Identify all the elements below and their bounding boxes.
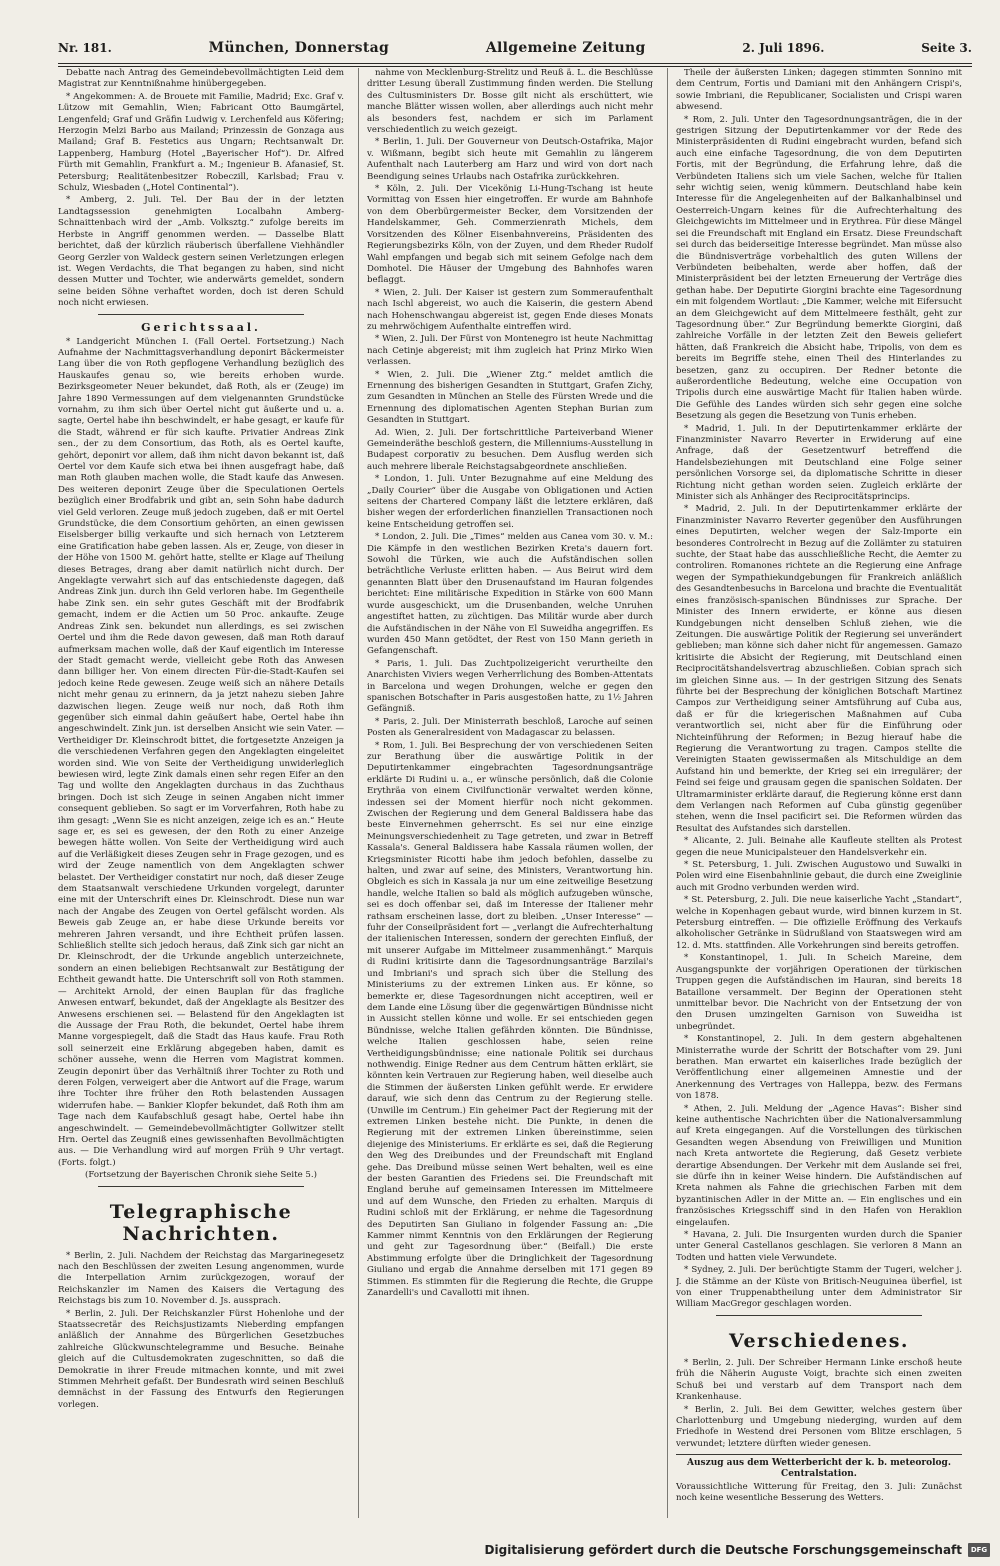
section-heading-verschiedenes: Verschiedenes. [728, 1329, 910, 1352]
telegram-paragraph: * St. Petersburg, 1. Juli. Zwischen Augustowo und Suwalki in Polen wird eine Eisenbahnlinie gebaut, die durch eine Zweiglinie auch mit Grodno verbunden werden wird. [676, 860, 962, 893]
telegram-paragraph: * London, 2. Juli. Die „Times“ melden aus Canea vom 30. v. M.: Die Kämpfe in den westlichen Bezirken Kreta's dauern fort. Sowohl die Türken, wie auch die Aufständischen sollen beträchtliche Verluste erlitten haben. — Aus Beirut wird dem genannten Blatt über den Drusenaufstand im Hauran folgendes berichtet: Eine militärische Expedition in Stärke von 600 Mann wurde ausgeschickt, um die Drusenbanden, welche Unruhen angestiftet hatten, zu züchtigen. Das Militär wurde aber durch die Aufständischen in der Nähe von El Suweidha angegriffen. Es wurden 450 Mann getödtet, der Rest von 150 Mann gerieth in Gefangenschaft. [367, 532, 653, 657]
issue-number: Nr. 181. [58, 41, 112, 55]
footer-credit: Digitalisierung gefördert durch die Deutsche Forschungsgemeinschaft [484, 1543, 962, 1557]
telegram-paragraph: * Wien, 2. Juli. Der Fürst von Montenegro ist heute Nachmittag nach Cetinje abgereist; mit ihm zugleich hat Prinz Mirko Wien verlassen. [367, 334, 653, 368]
continuation-note: (Fortsetzung der Bayerischen Chronik siehe Seite 5.) [85, 1170, 317, 1181]
digitization-footer [0, 1542, 990, 1558]
dfg-logo-icon: DFG [968, 1543, 990, 1557]
weather-report-text: Voraussichtliche Witterung für Freitag, den 3. Juli: Zunächst noch keine wesentliche Besserung des Wetters. [676, 1482, 962, 1504]
section-heading-telegraphische-nachrichten: Telegraphische Nachrichten. [109, 1200, 293, 1245]
telegram-paragraph: * Paris, 2. Juli. Der Ministerrath beschloß, Laroche auf seinen Posten als Generalresident von Madagascar zu belassen. [367, 716, 653, 739]
telegram-paragraph: * Rom, 1. Juli. Bei Besprechung der von verschiedenen Seiten zur Berathung über die auswärtige Politik in der Deputirtenkammer eingebrachten Tagesordnungsanträge erklärte Di Rudini u. a., er wünsche persönlich, daß die Colonie Erythräa von einem Civilfunctionär verwaltet werden könne, indessen sei der Moment hierfür noch nicht gekommen. Zwischen der Regierung und dem General Baldissera habe das beste Einvernehmen geherrscht. Es sei nur eine einzige Meinungsverschiedenheit zu Tage getreten, und zwar in Betreff Kassala's. General Baldissera habe Kassala räumen wollen, der Kriegsminister Ricotti habe ihm jedoch befohlen, dasselbe zu halten, und zwar auf seine, des Ministers, Verantwortung hin. Obgleich es sich in Kassala ja nur um eine zeitweilige Besetzung handle, welche Italien so bald als möglich aufzugeben wünsche, sei es doch offenbar sei, daß im Interesse der Italiener mehr rathsam erscheinen lasse, dort zu bleiben. „Unser Interesse“ — fuhr der Conseilpräsident fort — „verlangt die Aufrechterhaltung der italienischen Interessen, sondern der gerechten Einfluß, der mit unserer Aufgabe im Mittelmeer zusammenhängt.“ Marquis di Rudini kritisirte dann die Tagesordnungsanträge Barzilai's und Imbriani's und sprach sich über die Stellung des Ministeriums zu der extremen Linken aus. Er könne, so bemerkte er, diese Tagesordnungen nicht acceptiren, weil er dem Lande eine Lösung über die gegenwärtigen Bündnisse nicht in Aussicht stellen könne und wolle. Er sei entschieden gegen Bündnisse, welche Italien gefährden könnten. Die Bündnisse, welche Italien geschlossen habe, seien reine Vertheidigungsbündnisse; eine nationale Politik sei durchaus nothwendig. Einige Redner aus dem Centrum hätten erklärt, sie könnten kein Vertrauen zur Regierung haben, weil dieselbe auch die Stimmen der äußersten Linken gefühlt werde. Er erwidere darauf, wie sich denn das Centrum zu der Regierung stelle. (Unwille im Centrum.) Ein geheimer Pact der Regierung mit der extremen Linken bestehe nicht. Die Punkte, in denen die Regierung mit der extremen Linken übereinstimme, seien diejenige des Ministeriums. Er erklärte es sei, daß die Regierung den Weg des Dreibundes und der Freundschaft mit England gehe. Das Dreibund müsse seinen Wert behalten, weil es eine der besten Garantien des Friedens sei. Die Freundschaft mit England beruhe auf gemeinsamen Interessen im Mittelmeere und auf dem Wunsche, den Frieden zu erhalten. Marquis di Rudini schloß mit der Erklärung, er nehme die Tagesordnung des Deputirten San Giuliano in folgender Fassung an: „Die Kammer nimmt Kenntnis von den Erklärungen der Regierung und geht zur Tagesordnung über.“ (Beifall.) Die erste Abstimmung erfolgte über die Dringlichkeit der Tagesordnung Giuliano und ergab die Annahme derselben mit 171 gegen 89 Stimmen. Es stimmten für die Regierung die Rechte, die Gruppe Zanardelli's und Cavallotti mit ihnen. [367, 740, 653, 1299]
article-paragraph: * Amberg, 2. Juli. Tel. Der Bau der in der letzten Landtagssession genehmigten Localbahn Amberg-Schnaittenbach wird der „Amb. Volksztg.“ zufolge bereits im Herbste in Angriff genommen werden. — Dasselbe Blatt berichtet, daß der kürzlich räuberisch überfallene Viehhändler Georg Gerzler von Waldeck gestern seinen Verletzungen erlegen ist. Wegen Verdachts, die That begangen zu haben, sind nicht dessen Mutter und Tochter, wie anderwärts gemeldet, sondern seine beiden Söhne verhaftet worden, doch ist deren Schuld noch nicht erwiesen. [58, 195, 344, 309]
masthead-rule [58, 63, 972, 64]
issue-date: 2. Juli 1896. [742, 41, 825, 55]
telegram-paragraph: * London, 1. Juli. Unter Bezugnahme auf eine Meldung des „Daily Courier“ über die Ausgabe von Obligationen und Actien seitens der Chartered Company läßt die letztere erklären, daß bisher wegen der erforderlichen finanziellen Transactionen noch keine Entscheidung getroffen sei. [367, 474, 653, 530]
telegram-paragraph: * Alicante, 2. Juli. Beinahe alle Kaufleute stellten als Protest gegen die neue Municipalsteuer den Handelsverkehr ein. [676, 836, 962, 858]
telegram-paragraph: * St. Petersburg, 2. Juli. Die neue kaiserliche Yacht „Standart“, welche in Kopenhagen gebaut wurde, wird binnen kurzem in St. Petersburg eintreffen. — Die offizielle Eröffnung des Verkaufs alkoholischer Getränke in Südrußland von Staatswegen wird am 12. d. Mts. stattfinden. Alle Vorkehrungen sind bereits getroffen. [676, 895, 962, 951]
section-heading-gerichtssaal: Gerichtssaal. [141, 320, 261, 334]
telegram-paragraph: * Köln, 2. Juli. Der Vicekönig Li-Hung-Tschang ist heute Vormittag von Essen hier eingetroffen. Er wurde am Bahnhofe von dem Oberbürgermeister Becker, dem Vorsitzenden der Handelskammer, Geh. Commerzienrath Michels, dem Vorsitzenden des Kölner Eisenbahnvereins, Präsidenten des Regierungsbezirks Köln, von der Zuyen, und dem Rheder Rudolf Wahl empfangen und begab sich mit seinem Gefolge nach dem Domhotel. Die Häuser der Umgebung des Bahnhofes waren beflaggt. [367, 184, 653, 286]
misc-paragraph: * Berlin, 2. Juli. Der Schreiber Hermann Linke erschoß heute früh die Näherin Auguste Voigt, brachte sich einen zweiten Schuß bei und verstarb auf dem Transport nach dem Krankenhause. [676, 1357, 962, 1403]
telegram-paragraph: * Konstantinopel, 2. Juli. In dem gestern abgehaltenen Ministerrathe wurde der Schritt der Botschafter vom 29. Juni berathen. Man erwartet ein kaiserliches Irade bezüglich der Veröffentlichung einer allgemeinen Amnestie und der Anerkennung des Vertrages von Halleppa, bezw. des Fermans von 1878. [676, 1034, 962, 1102]
telegram-paragraph: * Berlin, 2. Juli. Der Reichskanzler Fürst Hohenlohe und der Staatssecretär des Reichsjustizamts Nieberding empfangen anläßlich der Annahme des Bürgerlichen Gesetzbuches zahlreiche Glückwunschtelegramme und Besuche. Beinahe gleich auf die Cultusdemokraten zugeschnitten, so daß die Demokratie in ihrer Freude mitmachen konnte, und mit zwei Stimmen Mehrheit gefaßt. Der Bundesrath wird seinen Beschluß demnächst in der Fassung des Entwurfs den Regierungen vorlegen. [58, 1308, 344, 1410]
column-1 [58, 68, 344, 1518]
telegram-paragraph: * Paris, 1. Juli. Das Zuchtpolizeigericht verurtheilte den Anarchisten Viviers wegen Verherrlichung des Bomben-Attentats in Barcelona und wegen Drohungen, welche er gegen den spanischen Botschafter in Paris ausgestoßen hatte, zu 1½ Jahren Gefängniß. [367, 658, 653, 715]
misc-paragraph: * Berlin, 2. Juli. Bei dem Gewitter, welches gestern über Charlottenburg und Umgebung niederging, wurden auf dem Friedhofe in Westend drei Personen vom Blitze erschlagen, 5 verwundet; letztere dürften wieder genesen. [676, 1404, 962, 1449]
divider [98, 314, 304, 315]
arrivals-paragraph: * Angekommen: A. de Brouete mit Familie, Madrid; Exc. Graf v. Lützow mit Gemahlin, Wien; Fabricant Otto Baumgärtel, Lengenfeld; Graf und Gräfin Ludwig v. Lerchenfeld aus Köfering; Herzogin Melzi Barbo aus Mailand; Prinzessin de Gonzaga aus Mailand; Graf B. Festetics aus Ungarn; Rechtsanwalt Dr. Lappenberg, Hamburg (Hotel „Bayerischer Hof“). Dr. Alfred Fürth mit Gemahlin, Frankfurt a. M.; Ingenieur B. Afanasief, St. Petersburg; Realitätenbesitzer Robeczill, Karlsbad; Frau v. Schulz, Wiesbaden („Hotel Continental“). [58, 91, 344, 194]
masthead-rule-second [58, 66, 972, 67]
divider [98, 1186, 304, 1187]
telegram-paragraph: * Madrid, 1. Juli. In der Deputirtenkammer erklärte der Finanzminister Navarro Reverter in Erwiderung auf eine Anfrage, daß der Gesetzentwurf betreffend die Handelsbeziehungen mit Deutschland eine Folge seiner persönlichen Vorsorge sei, da diplomatische Schritte in dieser Richtung nicht gethan worden seien. Zugleich erklärte der Minister sich als Anhänger des Reciprocitätsprincips. [676, 423, 962, 503]
weather-report-title: Auszug aus dem Wetterbericht der k. b. meteorolog. Centralstation. [687, 1458, 951, 1480]
masthead [58, 40, 972, 62]
newspaper-title: Allgemeine Zeitung [485, 40, 646, 56]
telegram-paragraph: * Berlin, 1. Juli. Der Gouverneur von Deutsch-Ostafrika, Major v. Wißmann, begibt sich heute mit Gemahlin zu längerem Aufenthalt nach Lauterberg am Harz und wird von dort nach Beendigung seines Urlaubs nach Ostafrika zurückkehren. [367, 137, 653, 182]
column-2 [367, 68, 653, 1518]
place-date: München, Donnerstag [208, 40, 390, 56]
article-paragraph: Debatte nach Antrag des Gemeindebevollmächtigten Leid dem Magistrat zur Kenntnißnahme hinübergegeben. [58, 68, 344, 90]
telegram-paragraph: * Athen, 2. Juli. Meldung der „Agence Havas“: Bisher sind keine authentische Nachrichten über die Nationalversammlung auf Kreta eingegangen. Auf die Vorstellungen des türkischen Gesandten wegen Absendung von Freiwilligen und Munition nach Kreta antwortete die Regierung, daß Gesetz verbiete derartige Absendungen. Der Verkehr mit dem Auslande sei frei, sie dürfe ihn in keiner Weise hindern. Die Aufständischen auf Kreta nahmen als Fahne die griechischen Farben mit dem byzantinischen Adler in der Mitte an. — Ein englisches und ein französisches Kriegsschiff sind in den Hafen von Heraklion eingelaufen. [676, 1103, 962, 1228]
telegram-paragraph: Ad. Wien, 2. Juli. Der fortschrittliche Parteiverband Wiener Gemeinderäthe beschloß gestern, die Millenniums-Ausstellung in Budapest corporativ zu besuchen. Dem Ausflug werden sich auch mehrere liberale Reichstagsabgeordnete anschließen. [367, 427, 653, 472]
column-divider [358, 68, 359, 1518]
column-divider [667, 68, 668, 1518]
telegram-paragraph: * Wien, 2. Juli. Die „Wiener Ztg.“ meldet amtlich die Ernennung des bisherigen Gesandten in Stuttgart, Grafen Zichy, zum Gesandten in München an Stelle des Fürsten Wrede und die Ernennung des diplomatischen Agenten Stephan Burian zum Gesandten in Stuttgart. [367, 369, 653, 426]
telegram-paragraph: * Berlin, 2. Juli. Nachdem der Reichstag das Margarinegesetz nach den Beschlüssen der zweiten Lesung angenommen, wurde die Interpellation Arnim zurückgezogen, worauf der Reichskanzler im Namen des Kaisers die Vertagung des Reichstags bis zum 10. November d. Js. aussprach. [58, 1250, 344, 1307]
telegram-paragraph: * Wien, 2. Juli. Der Kaiser ist gestern zum Sommeraufenthalt nach Ischl abgereist, wo auch die Kaiserin, die gestern Abend nach Hohenschwangau abgereist ist, gegen Ende dieses Monats zu mehrwöchigem Aufenthalte eintreffen wird. [367, 287, 653, 332]
weather-report [676, 1454, 962, 1504]
telegram-paragraph: Theile der äußersten Linken; dagegen stimmten Sonnino mit dem Centrum, Fortis und Damiani mit den Anhängern Crispi's, sowie Imbriani, die Republicaner, Socialisten und Crispi waren abwesend. [676, 68, 962, 113]
column-3 [676, 68, 962, 1518]
divider [716, 1315, 922, 1316]
court-report-paragraph: * Landgericht München I. (Fall Oertel. Fortsetzung.) Nach Aufnahme der Nachmittagsverhandlung deponirt Bäckermeister Lang über die von Roth gepflogene Verhandlung bezüglich des Hauskaufes genau so, wie bereits erhoben wurde. Bezirksgeometer Neuer bekundet, daß Roth, als er (Zeuge) im Jahre 1890 Vermessungen auf dem vielgenannten Grundstücke vornahm, zu ihm sich über Oertel nicht gut äußerte und u. a. sagte, Oertel habe ihn beschwindelt, er habe gesagt, er kaufe für die Stadt, während er für sich kaufte. Privatier Andreas Zink sen., der zu dem Consortium, das Roth, als es Oertel kaufte, gehört, deponirt vor allem, daß ihm nicht davon bekannt ist, daß Oertel vor dem Kaufe sich etwa bei ihnen ausgefragt habe, daß man Roth glauben machen wolle, die Stadt kaufe das Anwesen. Des weiteren deponirt Zeuge über die Speculationen Oertels bezüglich einer Brodfabrik und gibt an, sein Sohn habe dadurch viel Geld verloren. Zeuge muß jedoch zugeben, daß er mit Oertel Grundstücke, die dem Consortium gehörten, an einen gewissen Eiselsberger billig verkaufte und sich hernach von Letzterem eine Gratification habe geben lassen. Als er, Zeuge, von dieser in der Höhe von 1500 M. gehört hatte, stellte er Klage auf Theilung dieses Betrages, drang aber damit natürlich nicht durch. Der Angeklagte verwahrt sich auf das entschiedenste dagegen, daß Andreas Zink jun. durch ihn Geld verloren habe. Im Gegentheile habe Zink sen. ein sehr gutes Geschäft mit der Brodfabrik gemacht, indem er die Actien um 50 Proc. ankaufte. Zeuge Andreas Zink sen. bekundet nun allerdings, es sei zwischen Oertel und ihm die Rede davon gewesen, daß man Roth darauf aufmerksam machen wolle, daß der Kauf eigentlich im Interesse der Stadt gemacht werde, vielleicht gebe Roth das Anwesen dann billiger her. Von einem directen Für-die-Stadt-Kaufen sei jedoch keine Rede gewesen. Zeuge weiß sich an nähere Details nicht mehr genau zu erinnern, da ja jetzt nahezu sieben Jahre dazwischen liegen. Zeuge weiß nur noch, daß Roth ihm gegenüber sich einmal dahin geäußert habe, Oertel habe ihn angeschwindelt. Zink jun. ist derselben Ansicht wie sein Vater. — Vertheidiger Dr. Kleinschrodt bittet, die fortgesetzte Anzeigen ja die verschiedenen Verfahren gegen den Angeklagten eingeleitet worden sind. Wie von Seite der Vertheidigung unwiderleglich bewiesen wird, legte Zink damals einen sehr regen Eifer an den Tag und wollte den Angeklagten durchaus in das Zuchthaus bringen. Doch ist sich Zeuge in seinen Angaben nicht immer consequent geblieben. So sagt er im Vorverfahren, Roth habe zu ihm gesagt: „Wenn Sie es nicht anzeigen, zeige ich es an.“ Heute sage er, es sei es gewesen, der den Roth zu einer Anzeige bewegen hätte wollen. Von Seite der Vertheidigung wird auch auf die Verläßigkeit dieses Zeugen sehr in Frage gezogen, und es wird der Zeuge namentlich von dem Angeklagten schwer belastet. Der Vertheidiger constatirt nur noch, daß dieser Zeuge dem Staatsanwalt verschiedene Urkunden vorgelegt, darunter eine mit der Unterschrift eines Dr. Kleinschrodt. Diese nun war nach der Angabe des Zeugen von Oertel gefälscht worden. Als Beweis gab Zeuge an, er habe diese Urkunde bereits vor mehreren Jahren versandt, und ihre Echtheit prüfen lassen. Schließlich stellte sich jedoch heraus, daß Zink sich gar nicht an Dr. Kleinschrodt, der die Urkunde angeblich unterzeichnete, sondern an einen beliebigen Rechtsanwalt zur Bestätigung der Echtheit gewandt hatte. Die Unterschrift soll von Roth stammen. — Architekt Arnold, der einen Bauplan für das fragliche Anwesen entwarf, bekundet, daß der Angeklagte als Besitzer des Anwesens erschienen sei. — Belastend für den Angeklagten ist die Aussage der Frau Roth, die bekundet, Oertel habe ihrem Manne vorgespiegelt, daß die Stadt das Haus kaufe. Frau Roth soll seinerzeit eine Erklärung abgegeben haben, damit es schöner aussehe, wenn die Herren vom Magistrat kommen. Zeugin deponirt über das Verhältniß ihrer Tochter zu Roth und deren Folgen, verweigert aber die Antwort auf die Frage, warum ihre Tochter ihre früher den Roth belastenden Aussagen widerrufen habe. — Bankier Klopfer bekundet, daß Roth ihm am Tage nach dem Kaufabschluß gesagt habe, Oertel habe ihn angeschwindelt. — Gemeindebevollmächtigter Gollwitzer stellt Hrn. Oertel das Zeugniß eines gewissenhaften Bevollmächtigten aus. — Die Verhandlung wird auf morgen Früh 9 Uhr vertagt. (Forts. folgt.) [58, 336, 344, 1168]
telegram-paragraph: * Konstantinopel, 1. Juli. In Scheich Mareine, dem Ausgangspunkte der vorjährigen Operationen der türkischen Truppen gegen die Aufständischen im Hauran, sind bereits 18 Bataillone versammelt. Der Beginn der Operationen steht unmittelbar bevor. Die Nachricht von der Entsetzung der von den Drusen umzingelten Garnison von Suweidha ist unbegründet. [676, 953, 962, 1032]
telegram-paragraph: * Madrid, 2. Juli. In der Deputirtenkammer erklärte der Finanzminister Navarro Reverter gegenüber den Ausführungen eines Deputirten, welcher wegen der Salz-Importe ein besonderes Controlrecht in Bezug auf die Zollämter zu statuiren suchte, der Staat habe das ausschließliche Recht, die Aemter zu controliren. Romanones richtete an die Regierung eine Anfrage wegen der Sympathiekundgebungen für Frankreich anläßlich des Gesandtenbesuchs in Barcelona und brachte die Eventualität eines französisch-spanischen Bündnisses zur Sprache. Der Minister des Innern erwiderte, er könne aus diesen Kundgebungen nicht denselben Schluß ziehen, wie die Zeitungen. Die auswärtige Politik der Regierung sei unverändert geblieben; man könne sich daher nicht für angemessen. Gamazo kritisirte die Absicht der Regierung, mit Deutschland einen Reciprocitätshandelsvertrag abzuschließen. Cobian sprach sich im gleichen Sinne aus. — In der gestrigen Sitzung des Senats führte bei der Besprechung der königlichen Botschaft Martinez Campos zur Vertheidigung seiner Amtsführung auf Cuba aus, daß er für die kriegerischen Maßnahmen auf Cuba verantwortlich sei, nicht aber für die Einführung oder Nichteinführung der Reformen; in Bezug hierauf habe die Regierung die Verantwortung zu tragen. Campos stellte die Vereinigten Staaten gewissermaßen als Mitschuldige an dem Aufstand hin und bemerkte, der Krieg sei ein irregulärer; der Feind sei feige und grausam gegen die spanischen Soldaten. Der Ultramarminister erklärte darauf, die Regierung könne erst dann dem Verlangen nach Reformen auf Cuba günstig gegenüber stehen, wenn die Insel pacificirt sei. Die Reformen würden das Resultat des Aufstandes sich darstellen. [676, 504, 962, 834]
telegram-paragraph: * Sydney, 2. Juli. Der berüchtigte Stamm der Tugeri, welcher j. J. die Stämme an der Küste von Britisch-Neuguinea überfiel, ist von einer Truppenabtheilung unter dem Administrator Sir William MacGregor geschlagen worden. [676, 1265, 962, 1310]
page-number: Seite 3. [921, 41, 972, 55]
telegram-paragraph: * Havana, 2. Juli. Die Insurgenten wurden durch die Spanier unter General Castellanos geschlagen. Sie verloren 8 Mann an Todten und hatten viele Verwundete. [676, 1230, 962, 1263]
telegram-paragraph: * Rom, 2. Juli. Unter den Tagesordnungsanträgen, die in der gestrigen Sitzung der Deputirtenkammer vor der Rede des Ministerpräsidenten di Rudini eingebracht wurden, befand sich auch eine einfache Tagesordnung, die von dem Deputirten Fortis, mit der Begründung, die Erfahrung lehre, daß die Verbündeten Italiens sich um viele Sachen, welche für Italien sehr wichtig seien, wenig kümmern. Deutschland habe kein Interesse für die Angelegenheiten auf der Balkanhalbinsel und Oesterreich-Ungarn keines für die Aufrechterhaltung des Gleichgewichts im Mittelmeer und in Erythrea. Für diese Mängel sei die Freundschaft mit England ein Ersatz. Diese Freundschaft sei durch das beiderseitige Interesse begründet. Man müsse also die Bündnisverträge vorbehaltlich des guten Willens der Verbündeten beibehalten, werde aber hoffen, daß der Ministerpräsident bei der letzten Erneuerung der Verträge dies gethan habe. Der Deputirte Giorgini brachte eine Tagesordnung ein mit folgendem Wortlaut: „Die Kammer, welche mit Eifersucht an dem Gleichgewicht auf dem Mittelmeere festhält, geht zur Tagesordnung über.“ Zur Begründung bemerkte Giorgini, daß zahlreiche Vorfälle in der letzten Zeit den Beweis geliefert hätten, daß Frankreich die Absicht habe, Tripolis, von dem es bereits im Begriffe stehe, einen Theil des Hinterlandes zu besetzen, ganz zu occupiren. Der Redner betonte die außerordentliche Bedeutung, welche eine Occupation von Tripolis durch eine auswärtige Macht für Italien haben würde. Die Gefühle des Landes würden sich sehr gegen eine solche Besetzung als gegen die Besetzung von Tunis erheben. [676, 114, 962, 422]
telegram-paragraph: nahme von Mecklenburg-Strelitz und Reuß ä. L. die Beschlüsse dritter Lesung überall Zustimmung finden werden. Die Stellung des Cultusministers Dr. Bosse gilt nicht als erschüttert, wie manche Blätter wissen wollen, aber allerdings auch nicht mehr als besonders fest, nachdem er sich im Parlament verschiedentlich zu weich gezeigt. [367, 68, 653, 136]
